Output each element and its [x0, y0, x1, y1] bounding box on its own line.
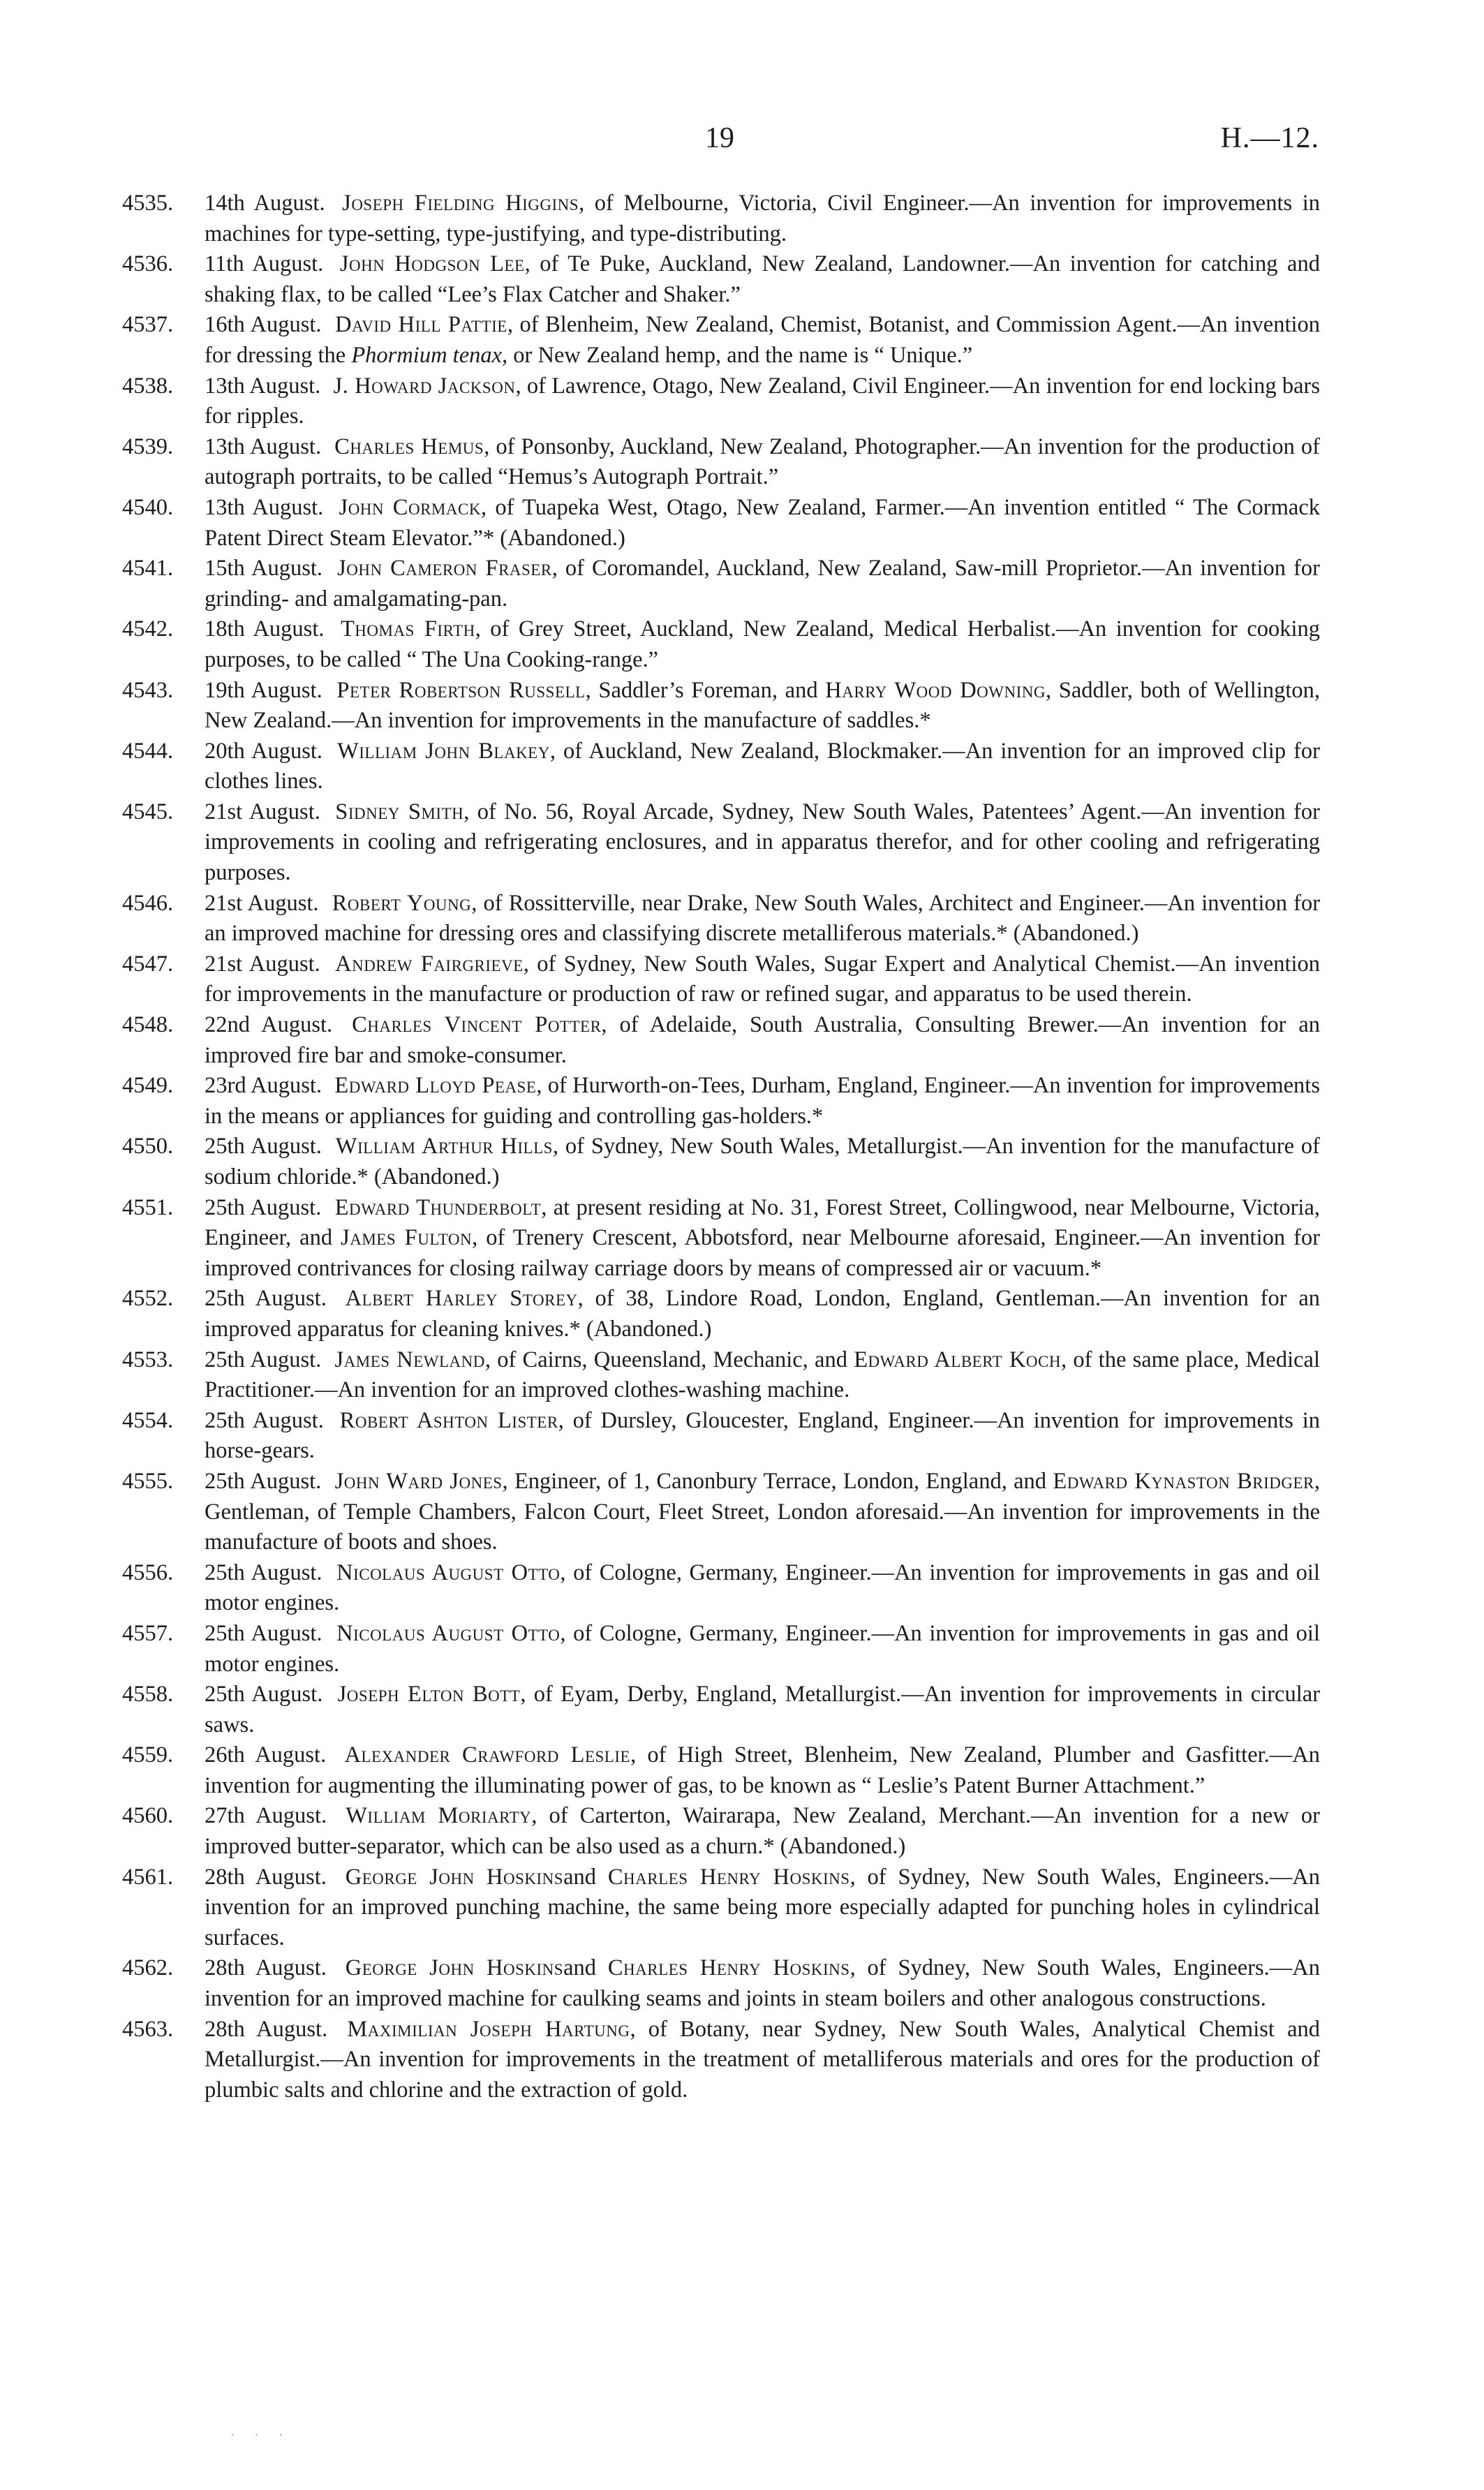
entry-date: 13th August.	[205, 373, 321, 399]
patent-entry	[122, 949, 1320, 1010]
patent-entry	[122, 432, 1320, 493]
patent-entry	[122, 1953, 1320, 2014]
second-applicant-name: Harry Wood Downing	[825, 677, 1046, 703]
entry-text: , of Sydney, New South Wales, Metallurgist.—An invention for the manufacture of sodium chloride.* (Abandoned.)	[205, 1134, 1321, 1190]
applicant-name: George John Hoskins	[345, 1955, 564, 1981]
patent-entry	[122, 1071, 1320, 1132]
entry-date: 22nd August.	[205, 1012, 333, 1038]
applicant-name: Robert Ashton Lister	[339, 1407, 558, 1433]
entry-date: 25th August.	[205, 1559, 322, 1585]
patent-entry	[122, 1740, 1320, 1801]
entry-date: 28th August.	[205, 1955, 327, 1981]
applicant-name: Nicolaus August Otto	[336, 1620, 561, 1646]
applicant-name: George John Hoskins	[345, 1864, 564, 1890]
applicant-name: Peter Robertson Russell	[336, 677, 586, 703]
entry-date: 20th August.	[205, 738, 323, 764]
patent-entry	[122, 371, 1320, 432]
page-number: 19	[705, 122, 734, 154]
entry-number: 4554.	[122, 1407, 174, 1433]
entry-date: 21st August.	[205, 951, 320, 977]
patent-entry	[122, 249, 1320, 310]
patent-entry	[122, 1680, 1320, 1740]
applicant-name: Edward Thunderbolt	[334, 1194, 542, 1220]
entry-text-continued: , of the same place, Medical Practitioner.—An invention for an improved clothes-washing machine.	[205, 1347, 1321, 1403]
applicant-name: Albert Harley Storey	[345, 1286, 578, 1312]
patent-entry	[122, 188, 1320, 249]
patent-entry	[122, 1406, 1320, 1467]
entry-text: , of Cologne, Germany, Engineer.—An invention for improvements in gas and oil motor engines.	[205, 1620, 1320, 1677]
entry-text: , of Coromandel, Auckland, New Zealand, Saw-mill Proprietor.—An invention for grinding- and amalgamating-pan.	[205, 556, 1320, 612]
entry-number: 4549.	[122, 1073, 174, 1099]
applicant-name: William Moriarty	[346, 1803, 532, 1829]
applicant-name: Joseph Elton Bott	[337, 1682, 521, 1707]
entry-text: , of 38, Lindore Road, London, England, Gentleman.—An invention for an improved apparatus for cleaning knives.* (Abandoned.)	[205, 1286, 1321, 1342]
patent-entry	[122, 554, 1320, 614]
applicant-name: Nicolaus August Otto	[336, 1559, 561, 1585]
patent-entry	[122, 736, 1320, 797]
applicant-name: Robert Young	[332, 890, 472, 916]
entry-date: 25th August.	[205, 1194, 322, 1220]
entry-number: 4543.	[122, 677, 174, 703]
entry-number: 4542.	[122, 616, 174, 642]
patent-entry	[122, 889, 1320, 949]
entry-date: 28th August.	[205, 1864, 327, 1890]
entry-number: 4541.	[122, 556, 174, 581]
entry-number: 4550.	[122, 1134, 174, 1159]
entry-text: , at present residing at No. 31, Forest Street, Collingwood, near Melbourne, Victoria, Engineer, and	[205, 1194, 1321, 1251]
entry-number: 4545.	[122, 799, 174, 824]
entry-number: 4557.	[122, 1620, 174, 1646]
entry-text: , of Ponsonby, Auckland, New Zealand, Photographer.—An invention for the production of autograph portraits, to be called “Hemus’s Autograph Portrait.”	[205, 433, 1321, 490]
entry-date: 27th August.	[205, 1803, 327, 1829]
applicant-name: Edward Lloyd Pease	[334, 1073, 537, 1099]
patent-entry	[122, 493, 1320, 554]
applicant-name: William John Blakey	[337, 738, 550, 764]
entry-date: 18th August.	[205, 616, 325, 642]
entry-text: , Engineer, of 1, Canonbury Terrace, London, England, and	[502, 1468, 1047, 1494]
entry-text-continued: , of Sydney, New South Wales, Engineers.—An invention for an improved punching machine, the same being more especially adapted for punching holes in cylindrical surfaces.	[205, 1864, 1321, 1950]
document-reference: H.—12.	[1220, 122, 1319, 154]
entry-text: , of Eyam, Derby, England, Metallurgist.—An invention for improvements in circular saws.	[205, 1682, 1321, 1737]
entry-text: , of Sydney, New South Wales, Sugar Expert and Analytical Chemist.—An invention for improvements in the manufacture or production of raw or refined sugar, and apparatus to be used therein.	[205, 951, 1320, 1007]
entry-date: 21st August.	[205, 890, 319, 916]
applicant-name: Sidney Smith	[335, 799, 464, 824]
applicant-name: John Hodgson Lee	[339, 251, 525, 277]
entry-number: 4558.	[122, 1682, 174, 1707]
entry-date: 23rd August.	[205, 1073, 322, 1099]
applicant-name: Maximilian Joseph Hartung	[347, 2016, 630, 2042]
applicant-name: John Cormack	[339, 494, 481, 520]
entry-number: 4538.	[122, 373, 174, 399]
patent-entry	[122, 676, 1320, 736]
entry-text: and	[563, 1955, 597, 1981]
applicant-name: Alexander Crawford Leslie	[344, 1742, 631, 1768]
patent-entry	[122, 1467, 1320, 1558]
patent-entry	[122, 1801, 1320, 1862]
entry-number: 4548.	[122, 1012, 174, 1038]
entry-date: 14th August.	[205, 191, 325, 216]
applicant-name: William Arthur Hills	[335, 1134, 553, 1159]
entry-text: , Saddler’s Foreman, and	[585, 677, 818, 703]
entry-number: 4562.	[122, 1955, 174, 1981]
entry-date: 13th August.	[205, 433, 322, 459]
entry-text: , of Cairns, Queensland, Mechanic, and	[484, 1347, 847, 1372]
entry-date: 25th August.	[205, 1134, 322, 1159]
entry-text: , of No. 56, Royal Arcade, Sydney, New South Wales, Patentees’ Agent.—An invention for improvements in cooling and refrigerating enclosures, and in apparatus therefor, and for other cooling and refrigerating purposes.	[205, 799, 1320, 886]
applicant-name: J. Howard Jackson	[333, 373, 516, 399]
second-applicant-name: Charles Henry Hoskins	[607, 1864, 850, 1890]
patent-entry	[122, 614, 1320, 675]
entry-text: , of Te Puke, Auckland, New Zealand, Landowner.—An invention for catching and shaking flax, to be called “Lee’s Flax Catcher and Shaker.”	[205, 251, 1320, 307]
entry-text: , of Auckland, New Zealand, Blockmaker.—An invention for an improved clip for clothes lines.	[205, 738, 1320, 794]
entry-text-continued: , of Trenery Crescent, Abbotsford, near Melbourne aforesaid, Engineer.—An invention for improved contrivances for closing railway carriage doors by means of compressed air or vacuum.*	[205, 1225, 1321, 1281]
entry-text: , of Grey Street, Auckland, New Zealand, Medical Herbalist.—An invention for cooking purposes, to be called “ The Una Cooking-range.”	[205, 616, 1321, 672]
entry-number: 4544.	[122, 738, 174, 764]
entry-date: 19th August.	[205, 677, 322, 703]
applicant-name: John Cameron Fraser	[337, 556, 552, 581]
entry-text: , of Blenheim, New Zealand, Chemist, Botanist, and Commission Agent.—An invention for dressing the	[205, 312, 1321, 368]
patent-entry	[122, 1862, 1320, 1954]
entry-text: , of Hurworth-on-Tees, Durham, England, Engineer.—An invention for improvements in the means or appliances for guiding and controlling gas-holders.*	[205, 1073, 1320, 1129]
entry-number: 4552.	[122, 1286, 174, 1312]
entry-number: 4560.	[122, 1803, 174, 1829]
entry-number: 4540.	[122, 494, 174, 520]
patent-entry	[122, 1193, 1320, 1284]
entry-date: 15th August.	[205, 556, 323, 581]
page-header	[126, 117, 1319, 159]
entry-number: 4556.	[122, 1559, 174, 1585]
patent-entry	[122, 1619, 1320, 1680]
patent-entries-list	[122, 188, 1320, 2105]
entry-number: 4561.	[122, 1864, 174, 1890]
entry-number: 4555.	[122, 1468, 174, 1494]
patent-entry	[122, 797, 1320, 889]
entry-number: 4551.	[122, 1194, 174, 1220]
patent-entry	[122, 1284, 1320, 1344]
applicant-name: Charles Hemus	[334, 433, 484, 459]
entry-number: 4546.	[122, 890, 174, 916]
print-smudge-decoration: · · ·	[230, 2428, 291, 2442]
entry-text: , of Tuapeka West, Otago, New Zealand, Farmer.—An invention entitled “ The Cormack Patent Direct Steam Elevator.”* (Abandoned.)	[205, 494, 1320, 551]
entry-date: 16th August.	[205, 312, 322, 338]
entry-date: 13th August.	[205, 494, 324, 520]
entry-date: 25th August.	[205, 1347, 322, 1372]
entry-number: 4563.	[122, 2016, 174, 2042]
entry-date: 25th August.	[205, 1468, 322, 1494]
applicant-name: Charles Vincent Potter	[352, 1012, 602, 1038]
entry-text-continued: , Gentleman, of Temple Chambers, Falcon Court, Fleet Street, London aforesaid.—An invention for improvements in the manufacture of boots and shoes.	[205, 1468, 1320, 1555]
entry-text-continued: , of Sydney, New South Wales, Engineers.—An invention for an improved machine for caulking seams and joints in steam boilers and other analogous constructions.	[205, 1955, 1321, 2012]
applicant-name: John Ward Jones	[334, 1468, 503, 1494]
entry-text: and	[563, 1864, 597, 1890]
second-applicant-name: Edward Kynaston Bridger	[1053, 1468, 1314, 1494]
entry-date: 11th August.	[205, 251, 324, 277]
applicant-name: Joseph Fielding Higgins	[342, 191, 579, 216]
entry-text-continued: or New Zealand hemp, and the name is “ Unique.”	[513, 342, 973, 368]
entry-text: , of Cologne, Germany, Engineer.—An invention for improvements in gas and oil motor engines.	[205, 1559, 1320, 1616]
entry-number: 4539.	[122, 433, 174, 459]
entry-text: , of Botany, near Sydney, New South Wales, Analytical Chemist and Metallurgist.—An invention for improvements in the treatment of metalliferous materials and ores for the production of plumbic salts and chlorine and the extraction of gold.	[205, 2016, 1321, 2103]
entry-date: 25th August.	[205, 1682, 323, 1707]
entry-number: 4547.	[122, 951, 174, 977]
patent-entry	[122, 310, 1320, 371]
entry-date: 25th August.	[205, 1286, 327, 1312]
entry-date: 25th August.	[205, 1407, 324, 1433]
entry-text: , of Lawrence, Otago, New Zealand, Civil Engineer.—An invention for end locking bars for ripples.	[205, 373, 1321, 429]
second-applicant-name: James Fulton	[341, 1225, 473, 1251]
entry-number: 4559.	[122, 1742, 174, 1768]
entry-text: , of Adelaide, South Australia, Consulting Brewer.—An invention for an improved fire bar and smoke-consumer.	[205, 1012, 1321, 1068]
entry-number: 4535.	[122, 191, 174, 216]
applicant-name: James Newland	[334, 1347, 485, 1372]
patent-entry	[122, 1558, 1320, 1619]
patent-entry	[122, 1010, 1320, 1071]
applicant-name: Andrew Fairgrieve	[335, 951, 524, 977]
entry-text: , of Rossitterville, near Drake, New South Wales, Architect and Engineer.—An invention for an improved machine for dressing ores and classifying discrete metalliferous materials.* (Abandoned.)	[205, 890, 1321, 947]
patent-entry	[122, 1345, 1320, 1406]
patent-entry	[122, 2015, 1320, 2106]
entry-date: 26th August.	[205, 1742, 327, 1768]
applicant-name: David Hill Pattie	[335, 312, 507, 338]
applicant-name: Thomas Firth	[340, 616, 475, 642]
entry-text: , of High Street, Blenheim, New Zealand, Plumber and Gasfitter.—An invention for augmenting the illuminating power of gas, to be known as “ Leslie’s Patent Burner Attachment.”	[205, 1742, 1321, 1798]
entry-number: 4553.	[122, 1347, 174, 1372]
entry-text: , of Carterton, Wairarapa, New Zealand, Merchant.—An invention for a new or improved butter-separator, which can be also used as a churn.* (Abandoned.)	[205, 1803, 1320, 1860]
entry-number: 4537.	[122, 312, 174, 338]
entry-text: , of Melbourne, Victoria, Civil Engineer.—An invention for improvements in machines for type-setting, type-justifying, and type-distributing.	[205, 191, 1320, 246]
entry-italic-term: Phormium tenax,	[351, 342, 508, 368]
entry-text: , of Dursley, Gloucester, England, Engineer.—An invention for improvements in horse-gears.	[205, 1407, 1320, 1464]
second-applicant-name: Charles Henry Hoskins	[607, 1955, 850, 1981]
entry-number: 4536.	[122, 251, 174, 277]
entry-date: 28th August.	[205, 2016, 328, 2042]
second-applicant-name: Edward Albert Koch	[854, 1347, 1061, 1372]
patent-entry	[122, 1132, 1320, 1192]
entry-date: 25th August.	[205, 1620, 322, 1646]
entry-text-continued: , Saddler, both of Wellington, New Zealand.—An invention for improvements in the manufacture of saddles.*	[205, 677, 1321, 734]
entry-date: 21st August.	[205, 799, 320, 824]
